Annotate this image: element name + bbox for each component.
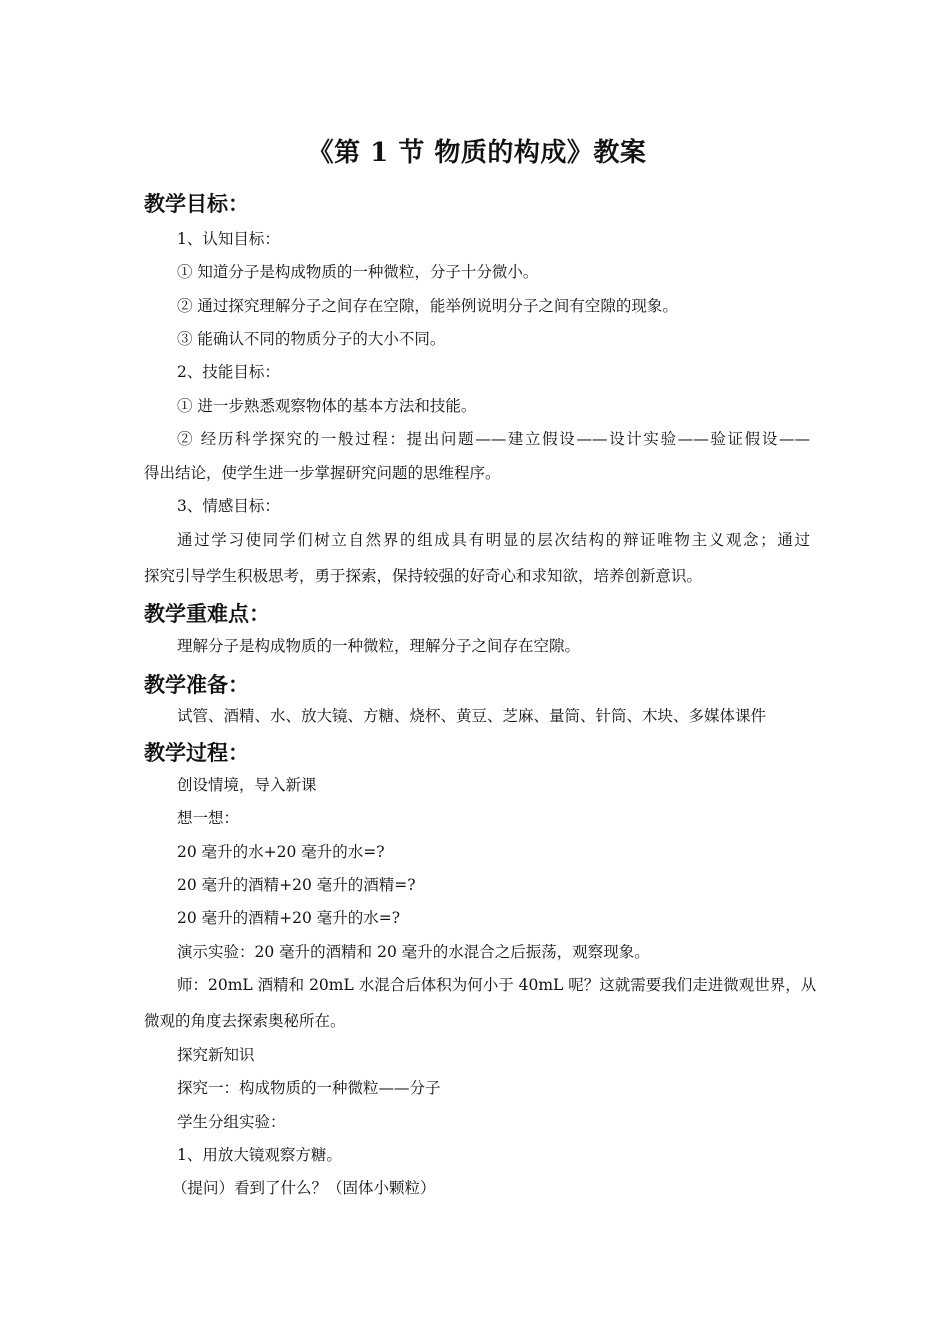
process-question-1: 20 毫升的水+20 毫升的水=? xyxy=(177,843,385,861)
objectives-heading: 教学目标： xyxy=(144,191,249,216)
process-question-3: 20 毫升的酒精+20 毫升的水=? xyxy=(177,909,401,927)
process-question: （提问）看到了什么？（固体小颗粒） xyxy=(172,1179,436,1197)
process-teacher-line-2: 微观的角度去探索奥秘所在。 xyxy=(144,1012,346,1030)
process-step-1: 1、用放大镜观察方糖。 xyxy=(177,1146,342,1164)
process-heading: 教学过程： xyxy=(144,740,249,765)
process-think: 想一想： xyxy=(177,809,240,827)
key-points-text: 理解分子是构成物质的一种微粒，理解分子之间存在空隙。 xyxy=(177,637,581,655)
process-demo: 演示实验：20 毫升的酒精和 20 毫升的水混合之后振荡，观察现象。 xyxy=(177,943,650,961)
cognitive-item-1: ① 知道分子是构成物质的一种微粒，分子十分微小。 xyxy=(177,263,539,281)
emotion-label: 3、情感目标： xyxy=(177,497,280,515)
process-intro: 创设情境，导入新课 xyxy=(177,776,317,794)
key-points-heading: 教学重难点： xyxy=(144,601,270,626)
cognitive-item-2: ② 通过探究理解分子之间存在空隙，能举例说明分子之间有空隙的现象。 xyxy=(177,297,678,315)
skill-item-1: ① 进一步熟悉观察物体的基本方法和技能。 xyxy=(177,397,477,415)
process-explore: 探究新知识 xyxy=(177,1046,255,1064)
process-teacher-line-1: 师：20mL 酒精和 20mL 水混合后体积为何小于 40mL 呢？这就需要我们走进微观世界，从 xyxy=(177,976,817,994)
document-title: 《第 1 节 物质的构成》教案 xyxy=(307,138,647,168)
preparation-heading: 教学准备： xyxy=(144,672,249,697)
skill-item-2-line-2: 得出结论，使学生进一步掌握研究问题的思维程序。 xyxy=(144,464,501,482)
process-explore-1: 探究一：构成物质的一种微粒——分子 xyxy=(177,1079,441,1097)
cognitive-item-3: ③ 能确认不同的物质分子的大小不同。 xyxy=(177,330,446,348)
process-group-experiment: 学生分组实验： xyxy=(177,1113,286,1131)
process-question-2: 20 毫升的酒精+20 毫升的酒精=? xyxy=(177,876,416,894)
preparation-text: 试管、酒精、水、放大镜、方糖、烧杯、黄豆、芝麻、量筒、针筒、木块、多媒体课件 xyxy=(177,707,767,725)
skill-label: 2、技能目标： xyxy=(177,363,280,381)
skill-item-2-line-1: ② 经历科学探究的一般过程：提出问题——建立假设——设计实验——验证假设—— xyxy=(177,430,810,448)
emotion-line-2: 探究引导学生积极思考，勇于探索，保持较强的好奇心和求知欲，培养创新意识。 xyxy=(144,567,703,585)
emotion-line-1: 通过学习使同学们树立自然界的组成具有明显的层次结构的辩证唯物主义观念；通过 xyxy=(177,531,810,549)
cognitive-label: 1、认知目标： xyxy=(177,230,280,248)
